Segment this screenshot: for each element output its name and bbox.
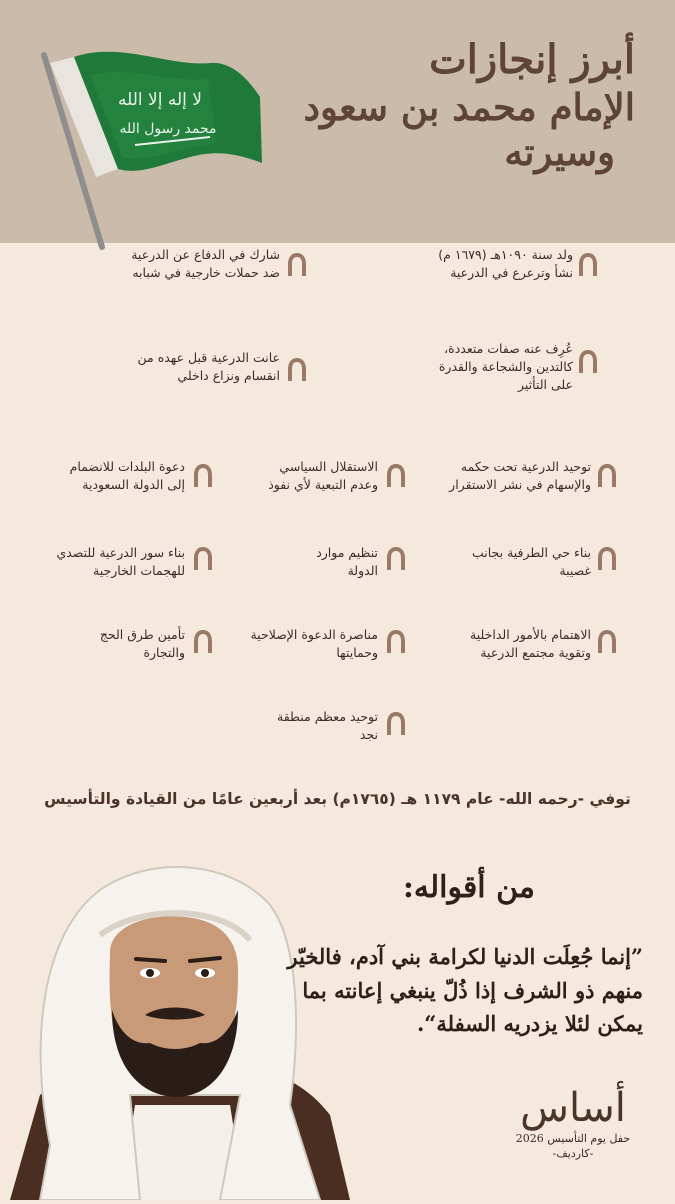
achievement-line: توحيد معظم منطقة [277, 709, 378, 724]
achievement-line: إلى الدولة السعودية [82, 477, 185, 493]
achievement-item [421, 544, 591, 580]
asas-logo [503, 1085, 643, 1162]
achievement-item [25, 626, 185, 662]
bio-traits-line-3: على التأثير [518, 377, 573, 393]
bio-defense-line-2: ضد حملات خارجية في شبابه [132, 265, 280, 281]
arch-icon [287, 253, 307, 277]
bio-traits-line-1: عُرِف عنه صفات متعددة، [444, 341, 573, 356]
achievement-line: توحيد الدرعية تحت حكمه [460, 459, 591, 474]
logo-brand: أساس [520, 1085, 626, 1131]
quote-line: ”إنما جُعِلَت الدنيا لكرامة بني آدم، فالخيّر [287, 944, 643, 969]
bio-division [40, 349, 280, 385]
quote-line: يمكن لئلا يزدريه السفلة“. [417, 1011, 643, 1037]
achievement-line: تنظيم موارد [316, 545, 378, 560]
achievement-item [228, 458, 378, 494]
arch-icon [578, 253, 598, 277]
achievement-line: والتجارة [143, 645, 185, 661]
bio-defense [40, 246, 280, 282]
bio-defense-line-1: شارك في الدفاع عن الدرعية [131, 247, 280, 262]
achievement-line: وتقوية مجتمع الدرعية [480, 645, 591, 661]
logo-event: حفل يوم التأسيس 2026 [515, 1132, 631, 1145]
achievement-line: الدولة [347, 563, 378, 579]
arch-icon [193, 464, 213, 488]
achievement-item [421, 458, 591, 494]
achievement-item [421, 626, 591, 662]
bio-birth [343, 246, 573, 282]
achievement-line: الاهتمام بالأمور الداخلية [470, 627, 591, 642]
achievement-line: والإسهام في نشر الاستقرار [449, 477, 591, 493]
bio-traits-line-2: كالتدين والشجاعة والقدرة [438, 359, 573, 375]
bio-birth-line-2: نشأ وترعرع في الدرعية [450, 265, 573, 281]
achievement-line: وحمايتها [336, 645, 378, 661]
page-title [215, 36, 635, 175]
arch-icon [193, 630, 213, 654]
title-line-3: وسيرته [504, 129, 615, 174]
quote-text [243, 940, 643, 1041]
title-line-1: أبرز إنجازات [429, 36, 635, 83]
arch-icon [597, 464, 617, 488]
achievement-item [228, 544, 378, 580]
death-note: توفي -رحمه الله- عام ١١٧٩ هـ (١٧٦٥م) بعد أربعين عامًا من القيادة والتأسيس [44, 790, 631, 808]
flag-shahada-text-2: محمد رسول الله [119, 121, 217, 137]
arch-icon [386, 547, 406, 571]
achievement-line: مناصرة الدعوة الإصلاحية [250, 627, 378, 642]
logo-location: -كارديف- [552, 1147, 594, 1161]
bio-division-line-1: عانت الدرعية قبل عهده من [137, 350, 280, 365]
arch-icon [386, 630, 406, 654]
arch-icon [578, 350, 598, 374]
achievement-item [228, 626, 378, 662]
achievement-line: تأمين طرق الحج [99, 627, 185, 642]
bio-birth-line-1: ولد سنة ١٠٩٠هـ (١٦٧٩ م) [438, 247, 573, 262]
bio-traits [343, 340, 573, 394]
arch-icon [193, 547, 213, 571]
achievement-line: وعدم التبعية لأي نفوذ [268, 477, 378, 493]
arch-icon [386, 712, 406, 736]
arch-icon [597, 547, 617, 571]
arch-icon [386, 464, 406, 488]
arch-icon [287, 358, 307, 382]
arch-icon [597, 630, 617, 654]
bio-division-line-2: انقسام ونزاع داخلي [177, 368, 280, 384]
achievement-item [25, 544, 185, 580]
achievement-line: دعوة البلدات للانضمام [69, 459, 185, 474]
title-line-2: الإمام محمد بن سعود [303, 84, 635, 129]
achievement-line: بناء سور الدرعية للتصدي [56, 545, 185, 560]
flag-shahada-text: لا إله إلا الله [118, 90, 202, 110]
achievement-item [25, 458, 185, 494]
achievement-item [228, 708, 378, 744]
achievement-line: الاستقلال السياسي [279, 459, 378, 474]
quote-line: منهم ذو الشرف إذا ذُلّ ينبغي إعانته بما [302, 977, 643, 1003]
achievement-line: نجد [359, 727, 378, 743]
achievement-line: للهجمات الخارجية [93, 563, 185, 579]
sayings-title: من أقواله: [402, 870, 535, 905]
achievement-line: بناء حي الطرفية بجانب [472, 545, 591, 560]
achievement-line: غصيبة [559, 563, 591, 579]
